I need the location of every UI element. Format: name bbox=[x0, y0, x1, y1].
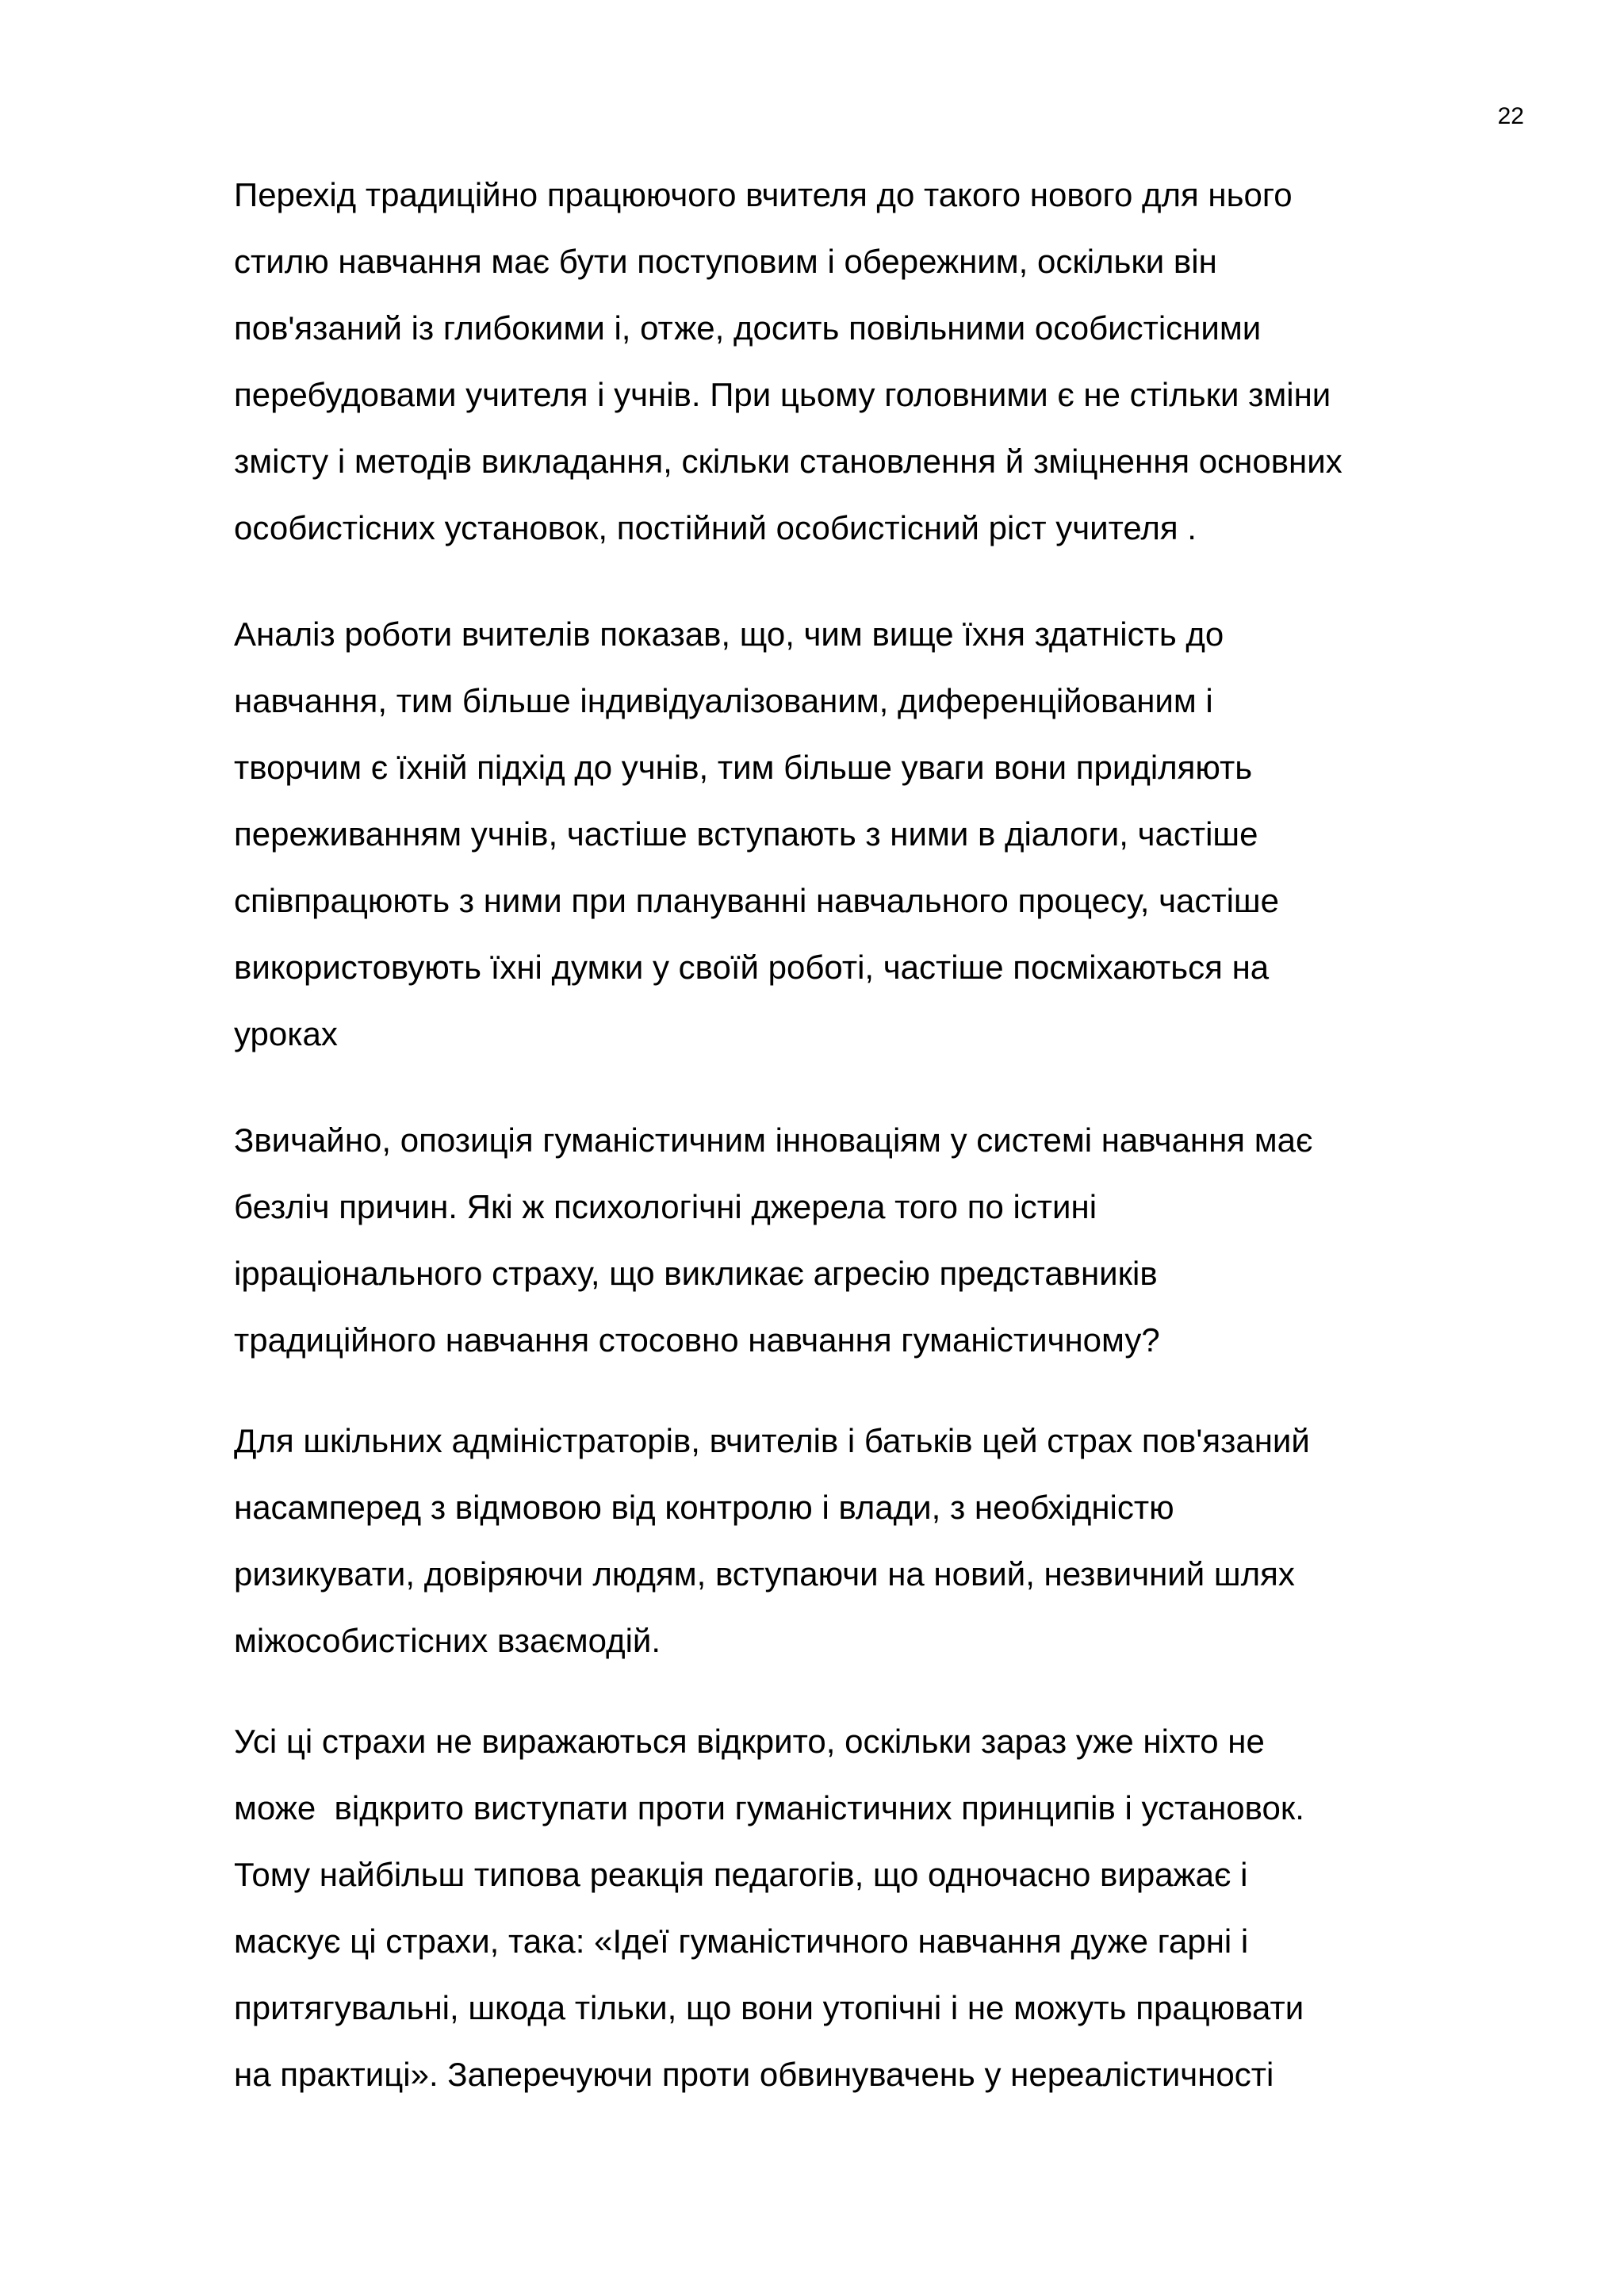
text-line: творчим є їхній підхід до учнів, тим більше уваги вони приділяють bbox=[234, 749, 1253, 786]
paragraph-3 bbox=[234, 1107, 1312, 1374]
text-line: навчання, тим більше індивідуалізованим, диференційованим і bbox=[234, 682, 1213, 719]
paragraph-5 bbox=[234, 1708, 1304, 2108]
text-line: перебудовами учителя і учнів. При цьому головними є не стільки зміни bbox=[234, 376, 1331, 413]
text-line: Тому найбільш типова реакція педагогів, що одночасно виражає і bbox=[234, 1856, 1248, 1893]
page-number: 22 bbox=[1497, 103, 1524, 129]
text-line: традиційного навчання стосовно навчання гуманістичному? bbox=[234, 1321, 1160, 1359]
text-line: пов'язаний із глибокими і, отже, досить повільними особистісними bbox=[234, 309, 1262, 347]
paragraph-4 bbox=[234, 1408, 1310, 1674]
text-line: міжособистісних взаємодій. bbox=[234, 1622, 661, 1659]
text-line: переживанням учнів, частіше вступають з ними в діалоги, частіше bbox=[234, 815, 1258, 853]
text-line: може відкрито виступати проти гуманістичних принципів і установок. bbox=[234, 1789, 1304, 1826]
text-line: Аналіз роботи вчителів показав, що, чим вище їхня здатність до bbox=[234, 615, 1224, 653]
text-line: використовують їхні думки у своїй роботі, частіше посміхаються на bbox=[234, 949, 1270, 986]
text-line: Для шкільних адміністраторів, вчителів і батьків цей страх пов'язаний bbox=[234, 1422, 1310, 1459]
text-line: стилю навчання має бути поступовим і обережним, оскільки він bbox=[234, 243, 1217, 280]
text-line: ризикувати, довіряючи людям, вступаючи на новий, незвичний шлях bbox=[234, 1555, 1295, 1593]
text-line: Перехід традиційно працюючого вчителя до такого нового для нього bbox=[234, 176, 1293, 213]
paragraph-2 bbox=[234, 601, 1279, 1068]
text-line: співпрацюють з ними при плануванні навчального процесу, частіше bbox=[234, 882, 1279, 919]
text-line: Звичайно, опозиція гуманістичним інноваціям у системі навчання має bbox=[234, 1121, 1313, 1159]
text-line: притягувальні, шкода тільки, що вони утопічні і не можуть працювати bbox=[234, 1989, 1304, 2026]
paragraph-1 bbox=[234, 162, 1342, 562]
text-line: маскує ці страхи, така: «Ідеї гуманістичного навчання дуже гарні і bbox=[234, 1922, 1249, 1960]
text-line: насамперед з відмовою від контролю і влади, з необхідністю bbox=[234, 1489, 1174, 1526]
text-line: особистісних установок, постійний особистісний ріст учителя . bbox=[234, 509, 1197, 546]
text-line: змісту і методів викладання, скільки становлення й зміцнення основних bbox=[234, 443, 1342, 480]
text-line: ірраціонального страху, що викликає агресію представників bbox=[234, 1255, 1158, 1292]
text-line: уроках bbox=[234, 1015, 338, 1052]
text-line: Усі ці страхи не виражаються відкрито, оскільки зараз уже ніхто не bbox=[234, 1723, 1265, 1760]
text-line: на практиці». Заперечуючи проти обвинувачень у нереалістичності bbox=[234, 2056, 1274, 2093]
text-line: безліч причин. Які ж психологічні джерела того по істині bbox=[234, 1188, 1097, 1225]
